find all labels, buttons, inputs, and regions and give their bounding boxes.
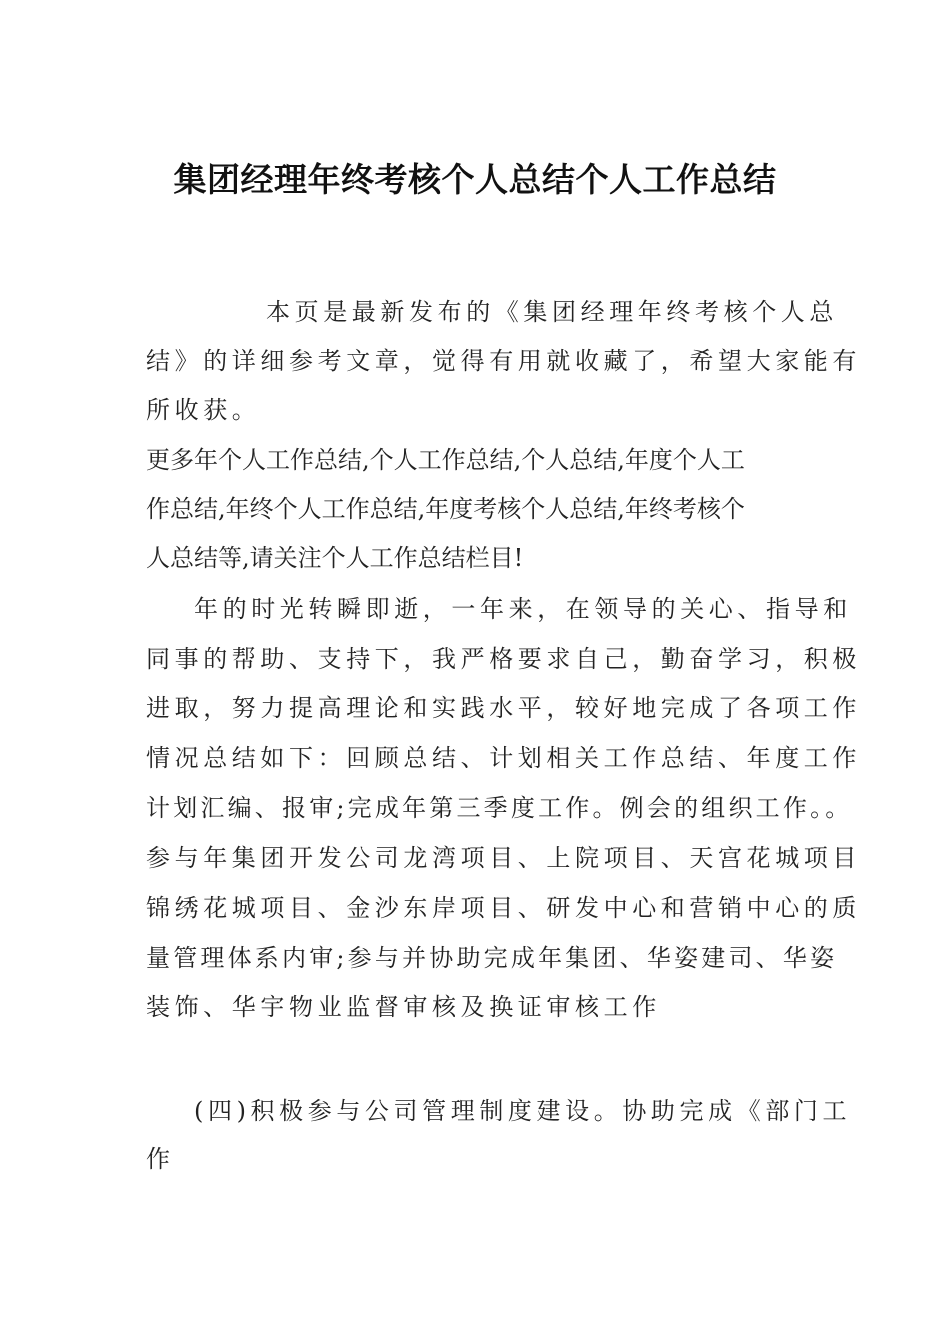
body-line-4: 情况总结如下：回顾总结、计划相关工作总结、年度工作 [146, 744, 861, 772]
more-line-1: 更多年个人工作总结,个人工作总结,个人总结,年度个人工 [146, 446, 745, 474]
body-line-1: 年的时光转瞬即逝，一年来，在领导的关心、指导和 [194, 595, 852, 623]
document-title: 集团经理年终考核个人总结个人工作总结 [173, 160, 777, 199]
body-line-5: 计划汇编、报审;完成年第三季度工作。例会的组织工作。。 [146, 794, 853, 822]
intro-line-2: 结》的详细参考文章，觉得有用就收藏了，希望大家能有 [146, 347, 861, 375]
body-line-2: 同事的帮助、支持下，我严格要求自己，勤奋学习，积极 [146, 645, 861, 673]
body-line-9: 装饰、华宇物业监督审核及换证审核工作 [146, 993, 661, 1021]
intro-line-1: 本页是最新发布的《集团经理年终考核个人总 [266, 298, 838, 326]
intro-line-3: 所收获。 [146, 396, 261, 424]
more-line-2: 作总结,年终个人工作总结,年度考核个人总结,年终考核个 [146, 495, 745, 523]
body-line-7: 锦绣花城项目、金沙东岸项目、研发中心和营销中心的质 [146, 894, 861, 922]
more-line-3: 人总结等,请关注个人工作总结栏目! [146, 544, 524, 572]
body-line-8: 量管理体系内审;参与并协助完成年集团、华姿建司、华姿 [146, 944, 838, 972]
section-line-2: 作 [146, 1145, 175, 1173]
section-line-1: (四)积极参与公司管理制度建设。协助完成《部门工 [194, 1097, 852, 1125]
body-line-6: 参与年集团开发公司龙湾项目、上院项目、天宫花城项目 [146, 844, 861, 872]
body-line-3: 进取，努力提高理论和实践水平，较好地完成了各项工作 [146, 694, 861, 722]
